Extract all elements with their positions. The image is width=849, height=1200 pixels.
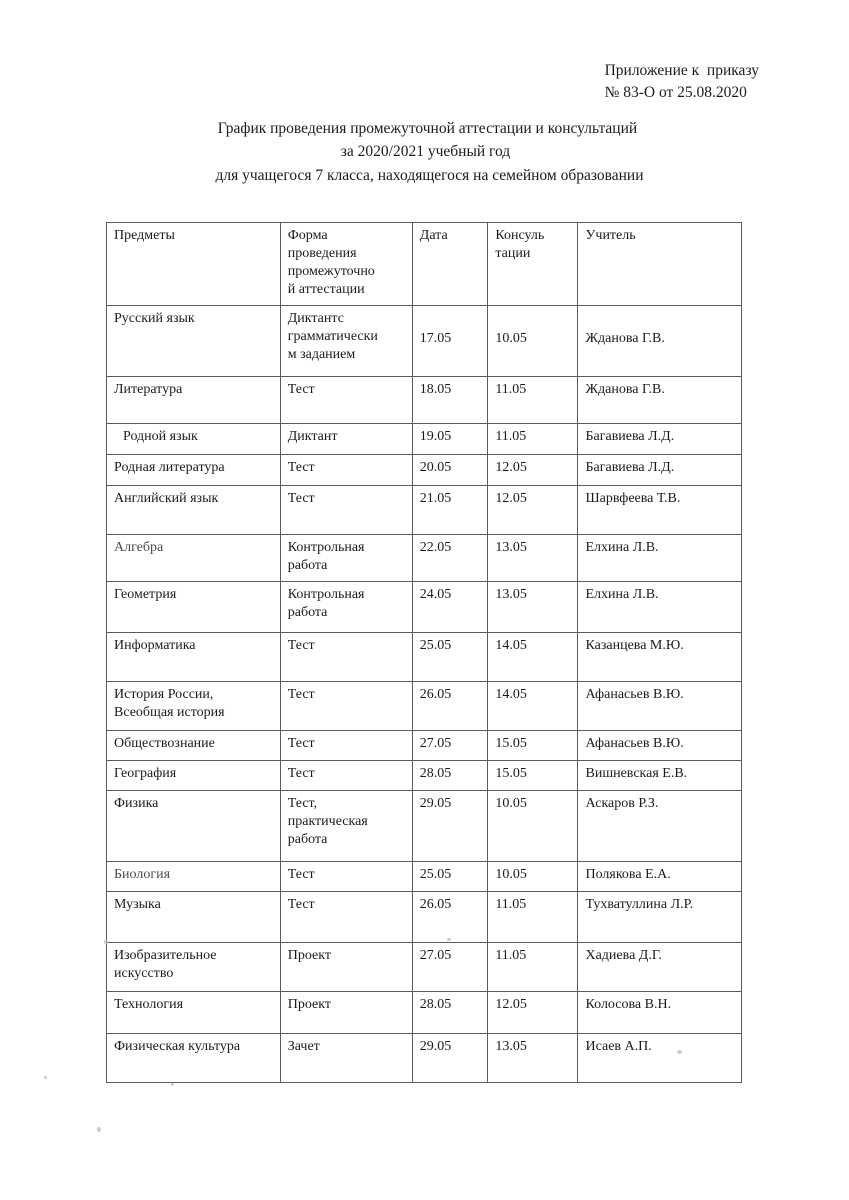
form-line1: Тест bbox=[287, 460, 315, 475]
form-line3: м заданием bbox=[287, 346, 356, 362]
date-text: 19.05 bbox=[419, 429, 452, 444]
scan-speck bbox=[677, 1050, 682, 1054]
cell-consultation bbox=[488, 892, 578, 943]
teacher-text: Афанасьев В.Ю. bbox=[585, 687, 684, 702]
cell-consultation bbox=[488, 682, 578, 731]
title-line-3: для учащегося 7 класса, находящегося на семейном образовании bbox=[215, 166, 644, 184]
date-text: 21.05 bbox=[419, 491, 452, 506]
cell-subject bbox=[107, 992, 281, 1034]
consultation-text: 10.05 bbox=[495, 796, 527, 811]
form-line1: Контрольная bbox=[287, 540, 365, 555]
table-row bbox=[107, 1034, 742, 1083]
cell-date bbox=[412, 455, 488, 486]
cell-date bbox=[412, 943, 488, 992]
date-text: 28.05 bbox=[419, 997, 452, 1012]
cell-subject bbox=[107, 791, 281, 862]
form-line1: Тест bbox=[287, 491, 315, 506]
date-text: 28.05 bbox=[419, 766, 452, 781]
teacher-text: Елхина Л.В. bbox=[585, 587, 659, 602]
cell-date bbox=[412, 892, 488, 943]
cell-date bbox=[412, 535, 488, 582]
consultation-text: 14.05 bbox=[495, 638, 527, 653]
cell-consultation bbox=[488, 791, 578, 862]
cell-teacher bbox=[578, 761, 742, 791]
cell-consultation bbox=[488, 943, 578, 992]
subject-text: Технология bbox=[114, 997, 184, 1012]
cell-teacher bbox=[578, 862, 742, 892]
cell-subject bbox=[107, 761, 281, 791]
consultation-text: 10.05 bbox=[495, 331, 527, 346]
subject-text: Русский язык bbox=[114, 311, 195, 326]
cell-subject bbox=[107, 424, 281, 455]
teacher-text: Жданова Г.В. bbox=[585, 331, 665, 346]
date-text: 29.05 bbox=[419, 1039, 452, 1054]
cell-teacher bbox=[578, 682, 742, 731]
column-header-consultation bbox=[488, 223, 578, 306]
date-text: 18.05 bbox=[419, 382, 452, 397]
cell-form bbox=[280, 535, 412, 582]
consultation-text: 15.05 bbox=[495, 766, 527, 781]
teacher-text: Шарвфеева Т.В. bbox=[585, 491, 681, 506]
table-row bbox=[107, 455, 742, 486]
cell-subject bbox=[107, 486, 281, 535]
header-subject-text: Предметы bbox=[114, 228, 175, 243]
consultation-text: 11.05 bbox=[495, 429, 527, 444]
cell-form bbox=[280, 377, 412, 424]
date-text: 26.05 bbox=[419, 687, 452, 702]
scan-speck bbox=[97, 1127, 101, 1132]
cell-teacher bbox=[578, 535, 742, 582]
cell-form bbox=[280, 761, 412, 791]
cell-teacher bbox=[578, 306, 742, 377]
cell-date bbox=[412, 791, 488, 862]
teacher-text: Багавиева Л.Д. bbox=[585, 460, 675, 475]
header-form-line3: промежуточно bbox=[287, 263, 375, 279]
consultation-text: 11.05 bbox=[495, 897, 527, 912]
date-text: 25.05 bbox=[419, 867, 452, 882]
cell-date bbox=[412, 582, 488, 633]
table-row bbox=[107, 424, 742, 455]
teacher-text: Багавиева Л.Д. bbox=[585, 429, 675, 444]
header-line-appendix: Приложение к приказу bbox=[604, 62, 759, 79]
cell-teacher bbox=[578, 943, 742, 992]
cell-consultation bbox=[488, 862, 578, 892]
header-form-line1: Форма bbox=[287, 228, 328, 243]
cell-teacher bbox=[578, 424, 742, 455]
subject-text-line2: искусство bbox=[114, 965, 174, 981]
consultation-text: 12.05 bbox=[495, 997, 527, 1012]
subject-text: Алгебра bbox=[114, 540, 164, 555]
cell-teacher bbox=[578, 731, 742, 761]
header-consult-line2: тации bbox=[495, 245, 531, 261]
cell-subject bbox=[107, 582, 281, 633]
table-row bbox=[107, 633, 742, 682]
consultation-text: 12.05 bbox=[495, 491, 527, 506]
subject-text: Биология bbox=[114, 867, 171, 882]
table-row bbox=[107, 486, 742, 535]
header-line-order-number: № 83-О от 25.08.2020 bbox=[604, 84, 747, 102]
subject-text: Физика bbox=[114, 796, 159, 811]
subject-text: Музыка bbox=[114, 897, 161, 912]
table-row bbox=[107, 682, 742, 731]
consultation-text: 11.05 bbox=[495, 948, 527, 963]
subject-text: Родная литература bbox=[114, 460, 225, 475]
form-line1: Тест bbox=[287, 766, 315, 781]
schedule-table bbox=[106, 222, 742, 1083]
form-line3: работа bbox=[287, 831, 328, 847]
teacher-text: Исаев А.П. bbox=[585, 1039, 652, 1054]
cell-consultation bbox=[488, 633, 578, 682]
consultation-text: 11.05 bbox=[495, 382, 527, 397]
subject-text: География bbox=[114, 766, 177, 781]
cell-form bbox=[280, 943, 412, 992]
document-title bbox=[0, 117, 849, 187]
teacher-text: Тухватуллина Л.Р. bbox=[585, 897, 694, 912]
cell-subject bbox=[107, 633, 281, 682]
cell-consultation bbox=[488, 731, 578, 761]
table-row bbox=[107, 992, 742, 1034]
cell-consultation bbox=[488, 582, 578, 633]
cell-subject bbox=[107, 306, 281, 377]
subject-text-line2: Всеобщая история bbox=[114, 704, 225, 720]
teacher-text: Жданова Г.В. bbox=[585, 382, 665, 397]
date-text: 17.05 bbox=[419, 331, 452, 346]
cell-teacher bbox=[578, 1034, 742, 1083]
cell-date bbox=[412, 1034, 488, 1083]
form-line1: Диктантс bbox=[287, 311, 344, 326]
date-text: 24.05 bbox=[419, 587, 452, 602]
form-line1: Тест, bbox=[287, 796, 318, 811]
subject-text: Геометрия bbox=[114, 587, 177, 602]
form-line1: Тест bbox=[287, 382, 315, 397]
cell-date bbox=[412, 306, 488, 377]
form-line2: грамматически bbox=[287, 328, 378, 344]
cell-consultation bbox=[488, 1034, 578, 1083]
scan-speck bbox=[171, 1083, 174, 1086]
cell-subject bbox=[107, 892, 281, 943]
cell-subject bbox=[107, 731, 281, 761]
consultation-text: 13.05 bbox=[495, 1039, 527, 1054]
title-line-2: за 2020/2021 учебный год bbox=[340, 143, 511, 161]
cell-form bbox=[280, 424, 412, 455]
cell-teacher bbox=[578, 992, 742, 1034]
form-line1: Тест bbox=[287, 897, 315, 912]
form-line2: практическая bbox=[287, 813, 368, 829]
form-line1: Проект bbox=[287, 948, 331, 963]
date-text: 29.05 bbox=[419, 796, 452, 811]
cell-subject bbox=[107, 535, 281, 582]
scan-speck bbox=[447, 938, 451, 941]
column-header-subject bbox=[107, 223, 281, 306]
teacher-text: Аскаров Р.З. bbox=[585, 796, 659, 811]
subject-text: Изобразительное bbox=[114, 948, 217, 963]
header-teacher-text: Учитель bbox=[585, 228, 636, 243]
cell-form bbox=[280, 791, 412, 862]
table-row bbox=[107, 377, 742, 424]
cell-teacher bbox=[578, 582, 742, 633]
date-text: 22.05 bbox=[419, 540, 452, 555]
scan-speck bbox=[44, 1076, 47, 1079]
consultation-text: 12.05 bbox=[495, 460, 527, 475]
cell-date bbox=[412, 377, 488, 424]
consultation-text: 15.05 bbox=[495, 736, 527, 751]
table-row bbox=[107, 791, 742, 862]
consultation-text: 10.05 bbox=[495, 867, 527, 882]
table-row bbox=[107, 535, 742, 582]
cell-subject bbox=[107, 1034, 281, 1083]
cell-consultation bbox=[488, 535, 578, 582]
cell-date bbox=[412, 862, 488, 892]
date-text: 20.05 bbox=[419, 460, 452, 475]
cell-form bbox=[280, 455, 412, 486]
scan-speck bbox=[104, 940, 108, 944]
form-line1: Зачет bbox=[287, 1039, 320, 1054]
form-line1: Тест bbox=[287, 687, 315, 702]
subject-text: Физическая культура bbox=[114, 1039, 241, 1054]
header-consult-line1: Консуль bbox=[495, 228, 545, 243]
cell-date bbox=[412, 761, 488, 791]
cell-teacher bbox=[578, 633, 742, 682]
cell-date bbox=[412, 731, 488, 761]
cell-form bbox=[280, 682, 412, 731]
table-row bbox=[107, 943, 742, 992]
cell-form bbox=[280, 633, 412, 682]
date-text: 27.05 bbox=[419, 736, 452, 751]
table-row bbox=[107, 862, 742, 892]
consultation-text: 13.05 bbox=[495, 540, 527, 555]
consultation-text: 13.05 bbox=[495, 587, 527, 602]
form-line1: Проект bbox=[287, 997, 331, 1012]
date-text: 27.05 bbox=[419, 948, 452, 963]
form-line1: Тест bbox=[287, 867, 315, 882]
column-header-form bbox=[280, 223, 412, 306]
table-row bbox=[107, 731, 742, 761]
cell-subject bbox=[107, 943, 281, 992]
cell-consultation bbox=[488, 455, 578, 486]
cell-form bbox=[280, 582, 412, 633]
form-line2: работа bbox=[287, 604, 328, 620]
cell-teacher bbox=[578, 791, 742, 862]
teacher-text: Казанцева М.Ю. bbox=[585, 638, 684, 653]
subject-text: Литература bbox=[114, 382, 183, 397]
cell-date bbox=[412, 682, 488, 731]
cell-date bbox=[412, 633, 488, 682]
subject-text: Информатика bbox=[114, 638, 196, 653]
cell-subject bbox=[107, 862, 281, 892]
teacher-text: Вишневская Е.В. bbox=[585, 766, 688, 781]
document-header bbox=[605, 60, 759, 105]
subject-text: Родной язык bbox=[123, 429, 198, 444]
cell-date bbox=[412, 486, 488, 535]
teacher-text: Колосова В.Н. bbox=[585, 997, 672, 1012]
form-line1: Тест bbox=[287, 736, 315, 751]
form-line1: Диктант bbox=[287, 429, 338, 444]
cell-form bbox=[280, 731, 412, 761]
header-form-line4: й аттестации bbox=[287, 281, 365, 297]
header-date-text: Дата bbox=[419, 228, 448, 243]
subject-text: История России, bbox=[114, 687, 214, 702]
cell-subject bbox=[107, 455, 281, 486]
cell-form bbox=[280, 892, 412, 943]
table-row bbox=[107, 761, 742, 791]
subject-text: Английский язык bbox=[114, 491, 219, 506]
cell-consultation bbox=[488, 377, 578, 424]
cell-form bbox=[280, 992, 412, 1034]
cell-consultation bbox=[488, 306, 578, 377]
cell-consultation bbox=[488, 424, 578, 455]
cell-date bbox=[412, 992, 488, 1034]
cell-form bbox=[280, 862, 412, 892]
cell-form bbox=[280, 486, 412, 535]
cell-form bbox=[280, 1034, 412, 1083]
column-header-date bbox=[412, 223, 488, 306]
table-row bbox=[107, 306, 742, 377]
date-text: 25.05 bbox=[419, 638, 452, 653]
teacher-text: Афанасьев В.Ю. bbox=[585, 736, 684, 751]
cell-subject bbox=[107, 682, 281, 731]
column-header-teacher bbox=[578, 223, 742, 306]
cell-teacher bbox=[578, 377, 742, 424]
header-form-line2: проведения bbox=[287, 245, 357, 261]
teacher-text: Хадиева Д.Г. bbox=[585, 948, 662, 963]
table-header-row bbox=[107, 223, 742, 306]
cell-teacher bbox=[578, 486, 742, 535]
date-text: 26.05 bbox=[419, 897, 452, 912]
table-row bbox=[107, 582, 742, 633]
table-row bbox=[107, 892, 742, 943]
consultation-text: 14.05 bbox=[495, 687, 527, 702]
teacher-text: Полякова Е.А. bbox=[585, 867, 671, 882]
cell-consultation bbox=[488, 761, 578, 791]
cell-consultation bbox=[488, 992, 578, 1034]
teacher-text: Елхина Л.В. bbox=[585, 540, 659, 555]
cell-teacher bbox=[578, 892, 742, 943]
cell-form bbox=[280, 306, 412, 377]
form-line1: Контрольная bbox=[287, 587, 365, 602]
cell-teacher bbox=[578, 455, 742, 486]
cell-consultation bbox=[488, 486, 578, 535]
subject-text: Обществознание bbox=[114, 736, 215, 751]
cell-date bbox=[412, 424, 488, 455]
form-line2: работа bbox=[287, 557, 328, 573]
title-line-1: График проведения промежуточной аттестации и консультаций bbox=[217, 120, 638, 137]
cell-subject bbox=[107, 377, 281, 424]
form-line1: Тест bbox=[287, 638, 315, 653]
